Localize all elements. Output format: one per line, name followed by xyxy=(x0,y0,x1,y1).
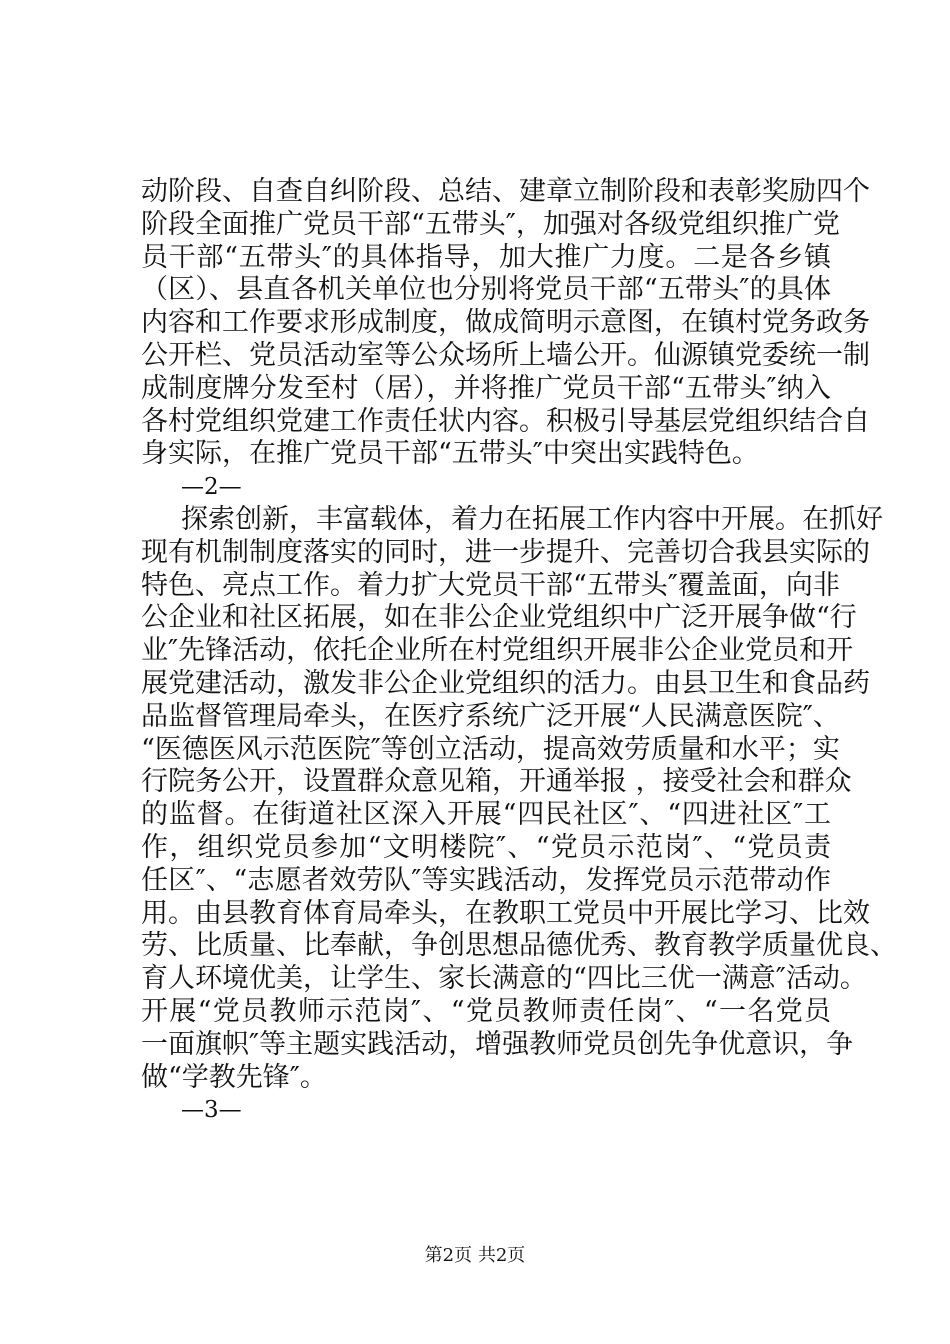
text-line: 育人环境优美，让学生、家长满意的“四比三优一满意″活动。 xyxy=(141,963,867,995)
text-line: 动阶段、自查自纠阶段、总结、建章立制阶段和表彰奖励四个 xyxy=(141,176,870,207)
text-line: 展党建活动，激发非公企业党组织的活力。由县卫生和食品药 xyxy=(141,667,870,699)
text-line: 一面旗帜″等主题实践活动，增强教师党员创先争优意识，争 xyxy=(141,1028,854,1060)
text-line: 各村党组织党建工作责任状内容。积极引导基层党组织结合自 xyxy=(141,405,870,437)
text-line: 用。由县教育体育局牵头，在教职工党员中开展比学习、比效 xyxy=(141,897,870,929)
text-line: 探索创新，丰富载体，着力在拓展工作内容中开展。在抓好 xyxy=(181,504,883,535)
inline-page-marker: —2— xyxy=(181,474,242,501)
text-line: 任区″、“志愿者效劳队″等实践活动，发挥党员示范带动作 xyxy=(141,864,831,896)
text-line: 现有机制制度落实的同时，进一步提升、完善切合我县实际的 xyxy=(141,536,870,568)
paragraph-continuation xyxy=(141,176,870,504)
text-line: 品监督管理局牵头，在医疗系统广泛开展“人民满意医院″、 xyxy=(141,700,840,732)
text-line: “医德医风示范医院″等创立活动，提高效劳质量和水平；实 xyxy=(141,733,840,765)
text-line: 行院务公开，设置群众意见箱，开通举报 ，接受社会和群众 xyxy=(141,766,852,798)
text-line: 成制度牌分发至村（居），并将推广党员干部“五带头″纳入 xyxy=(141,372,831,404)
text-line: 特色、亮点工作。着力扩大党员干部“五带头″覆盖面，向非 xyxy=(141,569,840,601)
text-line: 业″先锋活动，依托企业所在村党组织开展非公企业党员和开 xyxy=(141,635,854,667)
text-line: 内容和工作要求形成制度，做成简明示意图，在镇村党务政务 xyxy=(141,307,870,339)
page-footer: 第2页 共2页 xyxy=(424,1245,526,1266)
text-line: 做“学教先锋″。 xyxy=(141,1061,327,1093)
text-line: 阶段全面推广党员干部“五带头″，加强对各级党组织推广党 xyxy=(141,208,840,240)
text-line: 开展“党员教师示范岗″、“党员教师责任岗″、“一名党员 xyxy=(141,995,831,1027)
text-line: （区）、县直各机关单位也分别将党员干部“五带头″的具体 xyxy=(141,274,831,306)
text-line: 公企业和社区拓展，如在非公企业党组织中广泛开展争做“行 xyxy=(141,602,857,634)
text-line: 劳、比质量、比奉献，争创思想品德优秀、教育教学质量优良、 xyxy=(141,930,897,962)
text-line: 身实际，在推广党员干部“五带头″中突出实践特色。 xyxy=(141,438,759,470)
text-line: 作，组织党员参加“文明楼院″、“党员示范岗″、“党员责 xyxy=(141,831,831,863)
inline-page-marker: —3— xyxy=(181,1097,242,1124)
text-line: 员干部“五带头″的具体指导，加大推广力度。二是各乡镇 xyxy=(141,241,831,273)
text-line: 公开栏、党员活动室等公众场所上墙公开。仙源镇党委统一制 xyxy=(141,339,870,371)
text-line: 的监督。在街道社区深入开展“四民社区″、“四进社区″工 xyxy=(141,799,831,831)
paragraph-main xyxy=(141,504,897,1127)
